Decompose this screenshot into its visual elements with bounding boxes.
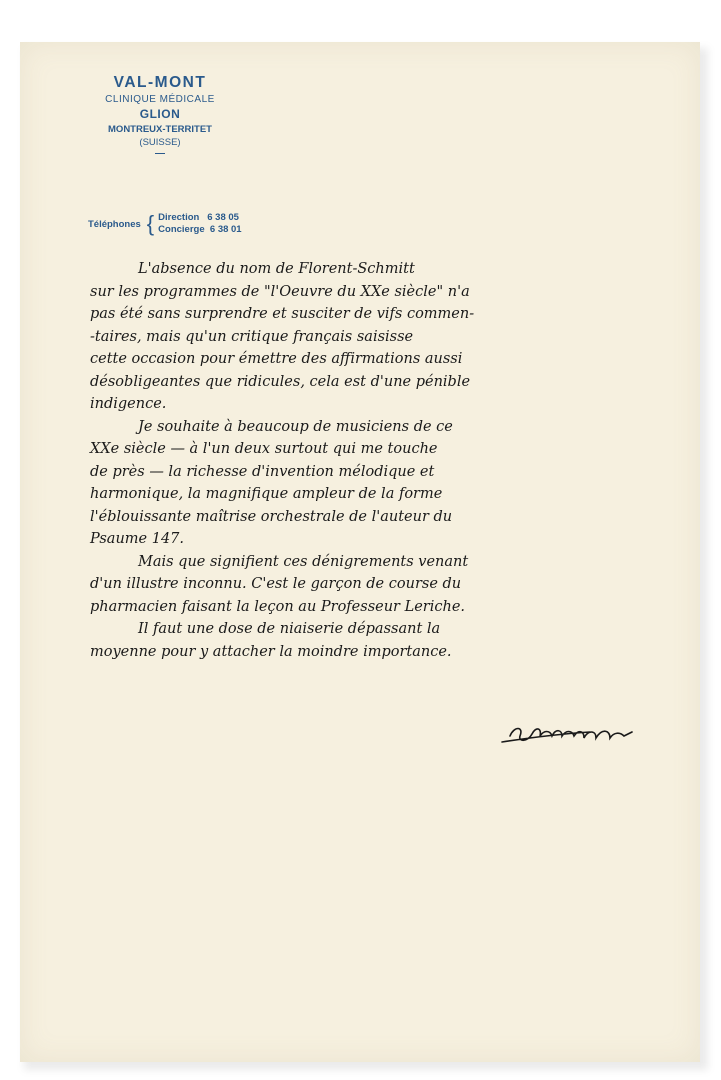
handwritten-letter-body [90, 258, 690, 663]
letter-line: l'éblouissante maîtrise orchestrale de l'auteur du [90, 508, 453, 525]
phone-block [88, 212, 242, 236]
clinic-country: (SUISSE) [139, 137, 181, 148]
letter-line: moyenne pour y attacher la moindre importance. [90, 643, 452, 660]
letter-line: Mais que signifient ces dénigrements venant [138, 553, 469, 570]
letter-line: d'un illustre inconnu. C'est le garçon de course du [90, 576, 462, 592]
clinic-town: GLION [139, 107, 181, 121]
phones-label: Téléphones [88, 218, 141, 230]
letterhead-dash [155, 153, 165, 154]
letter-line: -taires, mais qu'un critique français saisisse [90, 328, 414, 345]
letter-line: indigence. [90, 396, 167, 412]
letter-line: XXe siècle — à l'un deux surtout qui me touche [90, 441, 438, 457]
letter-line: L'absence du nom de Florent-Schmitt [138, 261, 415, 277]
letter-line: Il faut une dose de niaiserie dépassant la [138, 621, 441, 637]
letter-line: Je souhaite à beaucoup de musiciens de ce [138, 418, 453, 435]
letter-line: harmonique, la magnifique ampleur de la forme [90, 486, 443, 502]
letter-line: Psaume 147. [90, 531, 185, 547]
phone-concierge: Concierge 6 38 01 [158, 224, 242, 235]
phones-brace: { [146, 211, 155, 236]
clinic-subtitle: CLINIQUE MÉDICALE [105, 94, 215, 105]
clinic-region: MONTREUX-TERRITET [108, 124, 212, 135]
letter-line: pas été sans surprendre et susciter de vifs commen- [90, 306, 475, 322]
letter-line: désobligeantes que ridicules, cela est d'une pénible [90, 373, 471, 390]
letter-line: de près — la richesse d'invention mélodique et [90, 463, 435, 480]
letter-line: cette occasion pour émettre des affirmations aussi [90, 351, 463, 367]
signature [498, 712, 638, 752]
letter-line: sur les programmes de "l'Oeuvre du XXe siècle" n'a [90, 283, 470, 300]
clinic-name: VAL-MONT [113, 74, 207, 91]
phone-direction: Direction 6 38 05 [158, 212, 239, 223]
letterhead [60, 74, 260, 154]
letter-line: pharmacien faisant la leçon au Professeur Leriche. [90, 598, 466, 615]
phone-lines [158, 212, 241, 236]
